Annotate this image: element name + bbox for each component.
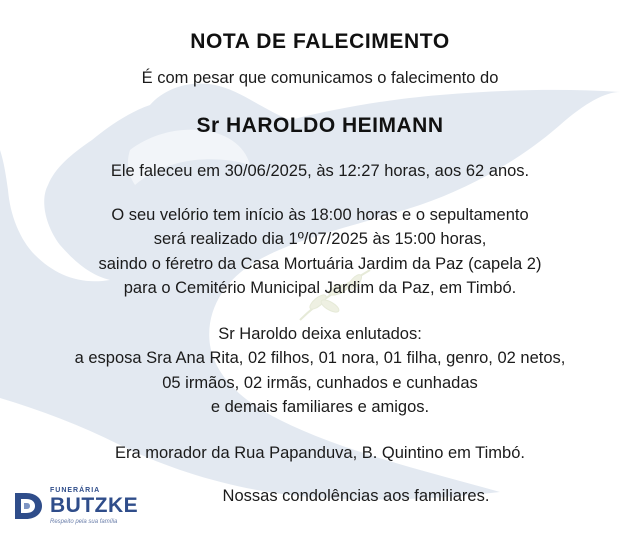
funeral-line: será realizado dia 1º/07/2025 às 15:00 horas, [153,230,487,248]
logo-small-text: FUNERÁRIA [50,487,101,494]
logo-main-text: BUTZKE [50,494,139,517]
logo-tagline: Respeito pela sua família [50,519,118,525]
death-info: Ele faleceu em 30/06/2025, às 12:27 horas, aos 62 anos. [110,162,530,180]
family-line: 05 irmãos, 02 irmãs, cunhados e cunhadas [162,374,478,392]
logo-mark-icon [12,489,44,521]
funeral-line: saindo o féretro da Casa Mortuária Jardim da Paz (capela 2) [98,255,542,273]
deceased-name: Sr HAROLDO HEIMANN [196,114,444,137]
family-line: a esposa Sra Ana Rita, 02 filhos, 01 nora, 01 filha, genro, 02 netos, [74,349,566,367]
funeral-line: O seu velório tem início às 18:00 horas e o sepultamento [111,206,529,224]
family-line: e demais familiares e amigos. [210,398,430,416]
funeraria-butzke-logo [12,485,142,530]
residence-info: Era morador da Rua Papanduva, B. Quintino em Timbó. [115,444,525,462]
funeral-line: para o Cemitério Municipal Jardim da Paz, em Timbó. [123,279,517,297]
condolences: Nossas condolências aos familiares. [222,487,490,505]
notice-intro: É com pesar que comunicamos o falecimento do [141,69,499,87]
notice-title: NOTA DE FALECIMENTO [190,30,450,53]
family-line: Sr Haroldo deixa enlutados: [218,325,422,343]
